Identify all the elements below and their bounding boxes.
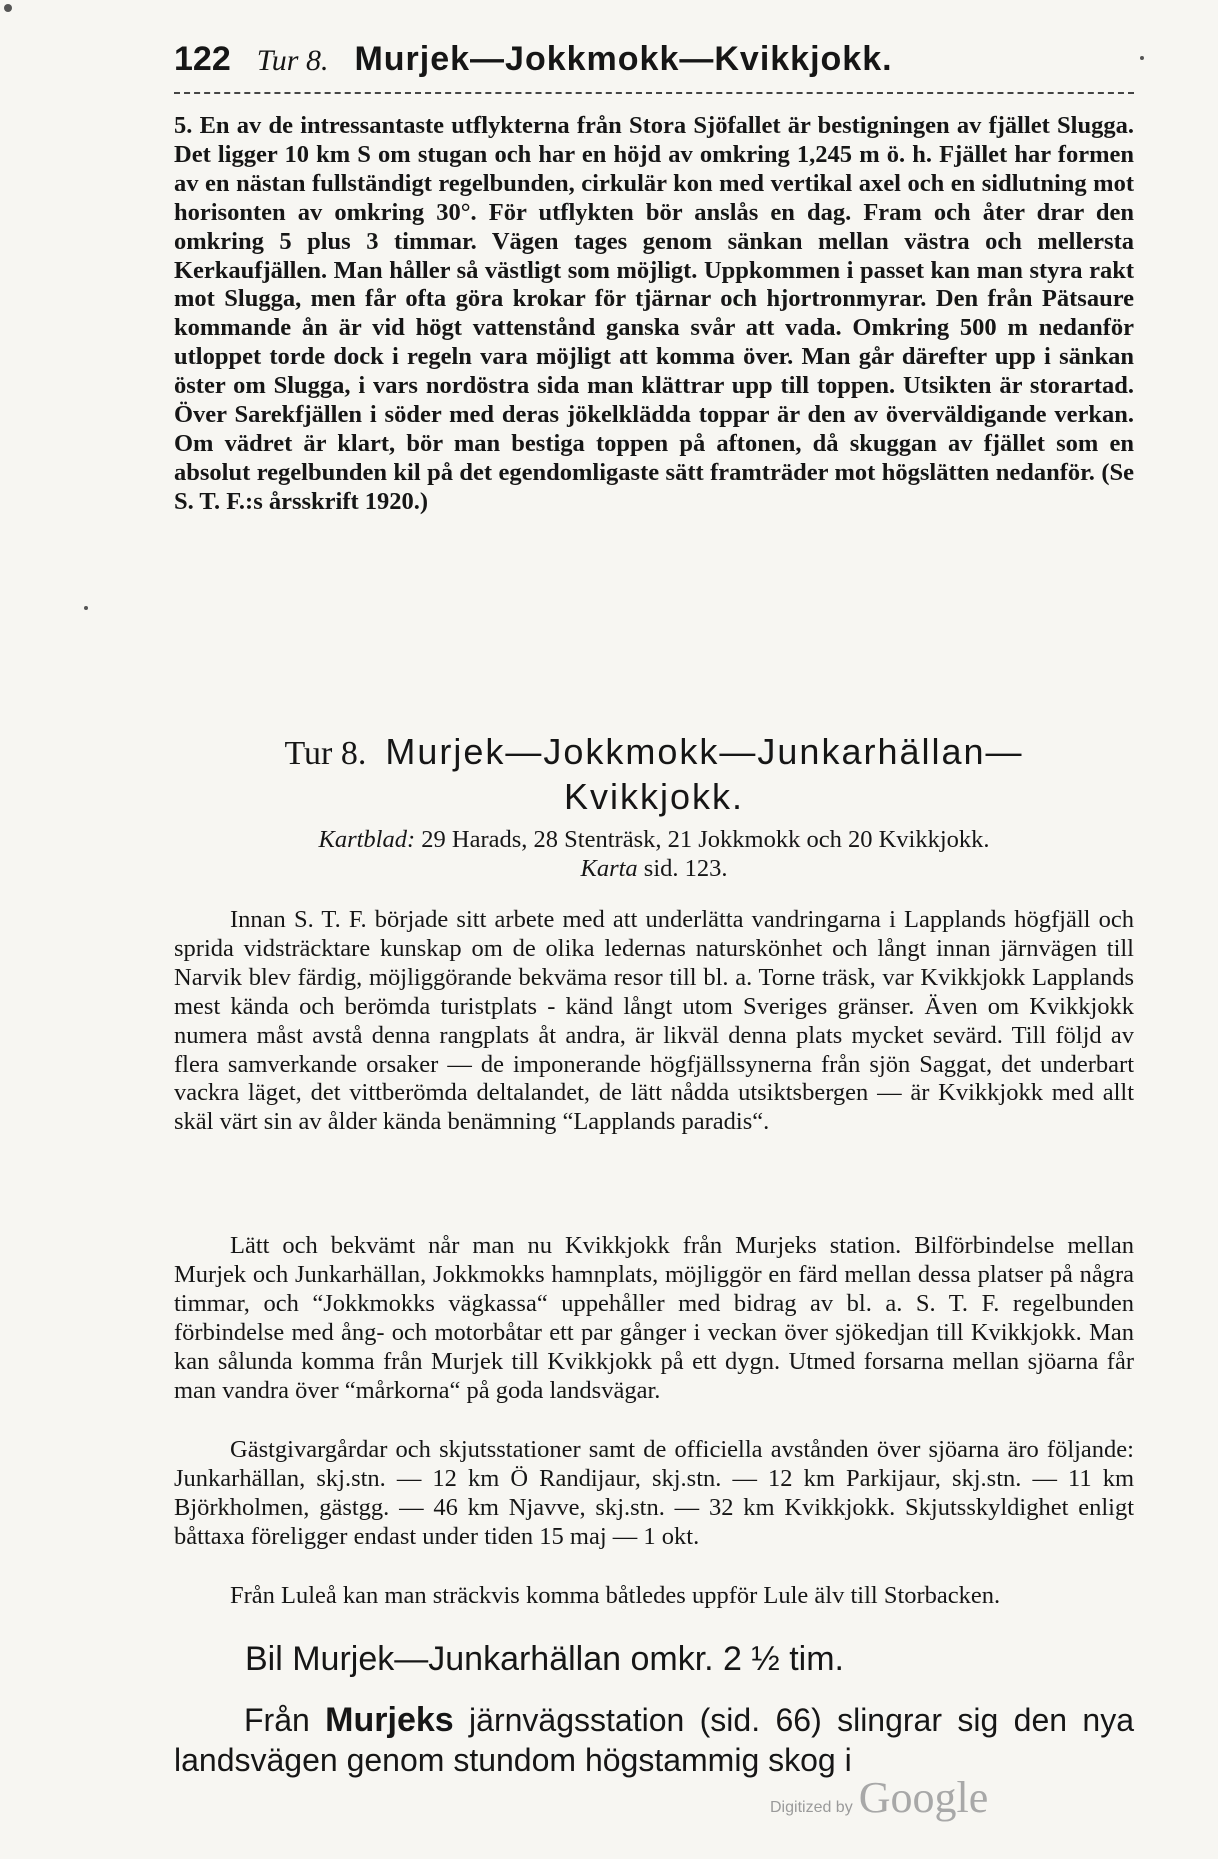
excursion-paragraph: 5. En av de intressantaste utflykterna från Stora Sjöfallet är bestigningen av fjället Slugga. Det ligger 10 km S om stugan och har en höjd av omkring 1,245 m ö. h. Fjället har formen av en nästan fullständigt regelbunden, cirkulär kon med vertikal axel och en sidlutning mot horisonten av omkring 30°. För utflykten bör anslås en dag. Fram och åter drar den omkring 5 plus 3 timmar. Vägen tages genom sänkan mellan västra och mellersta Kerkaufjällen. Man håller så västligt som möjligt. Uppkommen i passet kan man styra rakt mot Slugga, men får ofta göra krokar för tjärnar och hjortronmyrar. Den från Pätsaure kommande ån är vid högt vattenstånd ganska svår att vada. Omkring 500 m nedanför utloppet torde dock i regeln vara möjligt att komma över. Man går därefter upp i sänkan öster om Slugga, i vars nordöstra sida man klättrar upp till toppen. Utsikten är storartad. Över Sarekfjällen i söder med deras jökelklädda toppar är den av överväldigande verkan. Om vädret är klart, bör man bestiga toppen på aftonen, då skuggan av fjället som en absolut regelbunden kil på det egendomligaste sätt framträder mot högslätten nedanför. (Se S. T. F.:s årsskrift 1920.) [174,112,1134,515]
watermark-brand: Google [858,1773,989,1822]
page-number: 122 [174,40,231,78]
body-paragraph-4: Från Luleå kan man sträckvis komma båtledes uppför Lule älv till Storbacken. [230,1582,1001,1609]
body-paragraph-2: Lätt och bekvämt når man nu Kvikkjokk från Murjeks station. Bilförbindelse mellan Murjek och Junkarhällan, Jokkmokks hamnplats, möjliggör en färd mellan dessa platser på några timmar, och “Jokkmokks vägkassa“ uppehåller med bidrag av bl. a. S. T. F. regelbunden förbindelse med ång- och motorbåtar ett par gånger i veckan över sjökedjan till Kvikkjokk. Man kan sålunda komma från Murjek till Kvikkjokk på ett dygn. Utmed forsarna mellan sjöarna får man vandra över “mårkorna“ på goda landsvägar. [174,1232,1134,1404]
section-title [174,730,1134,818]
map-sheets [174,826,1134,884]
page-header [174,40,1134,84]
karta-ref: sid. 123. [643,854,728,882]
section-route-line2: Kvikkjokk. [563,775,745,817]
section-tour-label: Tur 8. [284,735,367,772]
bus-route-line: Bil Murjek—Junkarhällan omkr. 2 ½ tim. [245,1640,844,1678]
karta-label: Karta [580,854,638,882]
kartblad-text: 29 Harads, 28 Stenträsk, 21 Jokkmokk och 20 Kvikkjokk. [421,826,990,853]
scan-speck [4,4,12,12]
header-rule [174,92,1134,94]
scan-speck [84,606,88,610]
running-title: Murjek—Jokkmokk—Kvikkjokk. [354,40,893,78]
scan-speck [1140,56,1144,60]
final-place: Murjeks [325,1701,454,1739]
section-route-line1: Murjek—Jokkmokk—Junkarhällan— [385,731,1024,772]
watermark-prefix: Digitized by [770,1799,853,1816]
final-rest: järnvägsstation (sid. 66) slingrar sig den nya landsvägen genom stundom högstammig skog i [174,1702,1135,1779]
final-lead: Från [244,1702,310,1738]
body-paragraph-1: Innan S. T. F. började sitt arbete med att underlätta vandringarna i Lapplands högfjäll och sprida vidsträcktare kunskap om de olika ledernas naturskönhet och långt innan järnvägen till Narvik blev färdig, möjliggörande bekväma resor till bl. a. Torne träsk, var Kvikkjokk Lapplands mest kända och berömda turistplats - känd långt utom Sveriges gränser. Även om Kvikkjokk numera måst avstå denna rangplats åt andra, är likväl denna plats mycket sevärd. Till följd av flera samverkande orsaker — de imponerande högfjällssynerna från sjön Saggat, det underbart vackra läget, det vittberömda deltalandet, de lätt nådda utsiktsbergen — är Kvikkjokk med allt skäl värt sin av ålder kända benämning “Lapplands paradis“. [174,906,1134,1136]
kartblad-label: Kartblad: [318,826,416,853]
body-paragraph-3: Gästgivargårdar och skjutsstationer samt de officiella avstånden över sjöarna äro följande: Junkarhällan, skj.stn. — 12 km Ö Randijaur, skj.stn. — 12 km Parkijaur, skj.stn. — 11 km Björkholmen, gästgg. — 46 km Njavve, skj.stn. — 32 km Kvikkjokk. Skjutsskyldighet enligt båttaxa föreligger endast under tiden 15 maj — 1 okt. [174,1436,1134,1550]
digitization-watermark [770,1772,988,1823]
header-tour-label: Tur 8. [256,44,329,77]
final-paragraph [174,1700,1134,1781]
